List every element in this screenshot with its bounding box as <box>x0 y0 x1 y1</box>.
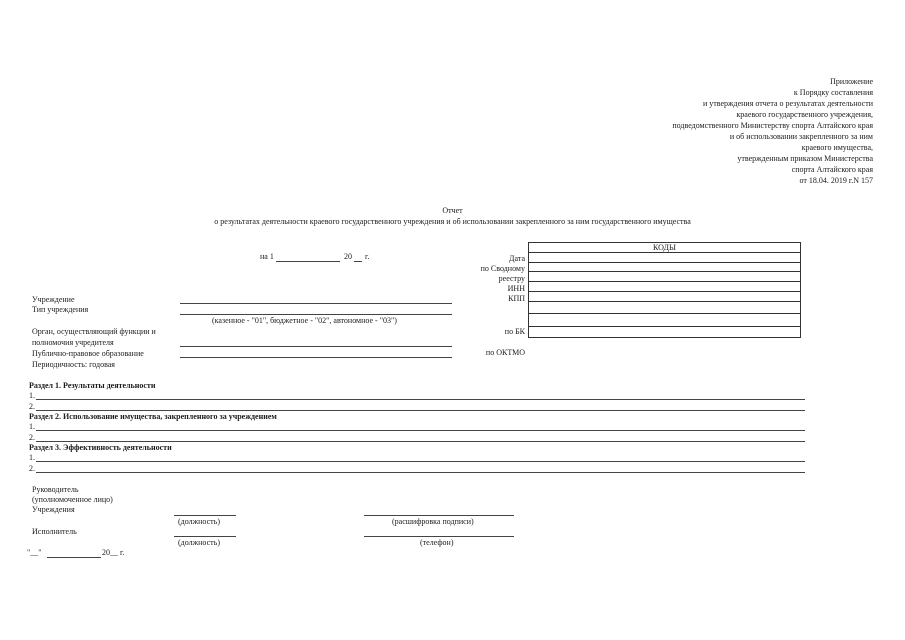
appendix-line: и об использовании закрепленного за ним <box>729 132 873 141</box>
label-institution-type: Тип учреждения <box>32 305 89 314</box>
section-item-line[interactable] <box>36 472 805 473</box>
section-item-number: 2. <box>29 433 35 442</box>
sign-date-blank[interactable] <box>47 557 101 558</box>
section-item-number: 1. <box>29 453 35 462</box>
label-organ-1: Орган, осуществляющий функции и <box>32 327 156 336</box>
public-entity-field[interactable] <box>180 357 452 358</box>
head-decoding-field[interactable] <box>364 515 514 516</box>
section-item-line[interactable] <box>36 410 805 411</box>
position-caption: (должность) <box>178 538 220 547</box>
section-title: Раздел 2. Использование имущества, закрепленного за учреждением <box>29 412 277 421</box>
code-label-oktmo: по ОКТМО <box>485 348 525 357</box>
section-title: Раздел 3. Эффективность деятельности <box>29 443 172 452</box>
code-label-inn: ИНН <box>507 284 525 293</box>
sign-date-year: 20__ г. <box>102 548 125 557</box>
institution-field[interactable] <box>180 303 452 304</box>
label-executor: Исполнитель <box>32 527 77 536</box>
appendix-line: и утверждения отчета о результатах деятельности <box>702 99 873 108</box>
date-prefix: на 1 <box>260 252 274 261</box>
appendix-line: краевого государственного учреждения, <box>736 110 873 119</box>
label-authorized: (уполномоченное лицо) <box>32 495 113 504</box>
sign-date-prefix: "__" <box>27 548 42 557</box>
decoding-caption: (расшифровка подписи) <box>392 517 474 526</box>
code-cell-inn <box>529 272 800 282</box>
label-institution-sign: Учреждения <box>32 505 75 514</box>
year-blank <box>354 261 362 262</box>
institution-type-hint: (казенное - "01", бюджетное - "02", автономное - "03") <box>212 316 397 325</box>
code-label-kpp: КПП <box>508 294 525 303</box>
appendix-line: утвержденным приказом Министерства <box>737 154 873 163</box>
document-subtitle: о результатах деятельности краевого государственного учреждения и об использовании закрепленного за ним государственного имущества <box>214 217 691 226</box>
label-organ-2: полномочия учредителя <box>32 338 114 347</box>
appendix-line: спорта Алтайского края <box>791 165 873 174</box>
appendix-line: от 18.04. 2019 г.N 157 <box>799 176 873 185</box>
code-label-registry-1: по Сводному <box>480 264 525 273</box>
code-label-registry-2: реестру <box>498 274 525 283</box>
executor-position-field[interactable] <box>174 536 236 537</box>
section-item-line[interactable] <box>36 441 805 442</box>
code-label-bk: по БК <box>504 327 525 336</box>
section-title: Раздел 1. Результаты деятельности <box>29 381 156 390</box>
section-item-line[interactable] <box>36 430 805 431</box>
code-cell-date <box>529 253 800 263</box>
label-head: Руководитель <box>32 485 79 494</box>
document-title: Отчет <box>442 206 463 215</box>
section-item-number: 2. <box>29 464 35 473</box>
code-cell-period <box>529 327 800 338</box>
appendix-line: к Порядку составления <box>793 88 873 97</box>
appendix-line: Приложение <box>830 77 873 86</box>
phone-caption: (телефон) <box>420 538 454 547</box>
head-position-field[interactable] <box>174 515 236 516</box>
executor-phone-field[interactable] <box>364 536 514 537</box>
date-blank <box>276 261 340 262</box>
code-cell-kpp <box>529 282 800 292</box>
appendix-line: подведомственного Министерству спорта Алтайского края <box>672 121 873 130</box>
label-institution: Учреждение <box>32 295 75 304</box>
codes-table <box>528 242 801 338</box>
section-item-number: 1. <box>29 422 35 431</box>
code-cell-bk <box>529 302 800 314</box>
section-item-number: 2. <box>29 402 35 411</box>
position-caption: (должность) <box>178 517 220 526</box>
code-label-date: Дата <box>509 254 525 263</box>
organ-field[interactable] <box>180 346 452 347</box>
code-cell-oktmo <box>529 314 800 327</box>
label-periodicity: Периодичность: годовая <box>32 360 115 369</box>
section-item-line[interactable] <box>36 461 805 462</box>
label-public-entity: Публично-правовое образование <box>32 349 144 358</box>
institution-type-field[interactable] <box>180 314 452 315</box>
date-suffix: г. <box>365 252 370 261</box>
code-cell-registry <box>529 263 800 273</box>
section-item-line[interactable] <box>36 399 805 400</box>
section-item-number: 1. <box>29 391 35 400</box>
code-cell-blank <box>529 292 800 302</box>
codes-header: КОДЫ <box>529 243 800 253</box>
appendix-line: краевого имущества, <box>801 143 873 152</box>
date-year: 20 <box>344 252 352 261</box>
